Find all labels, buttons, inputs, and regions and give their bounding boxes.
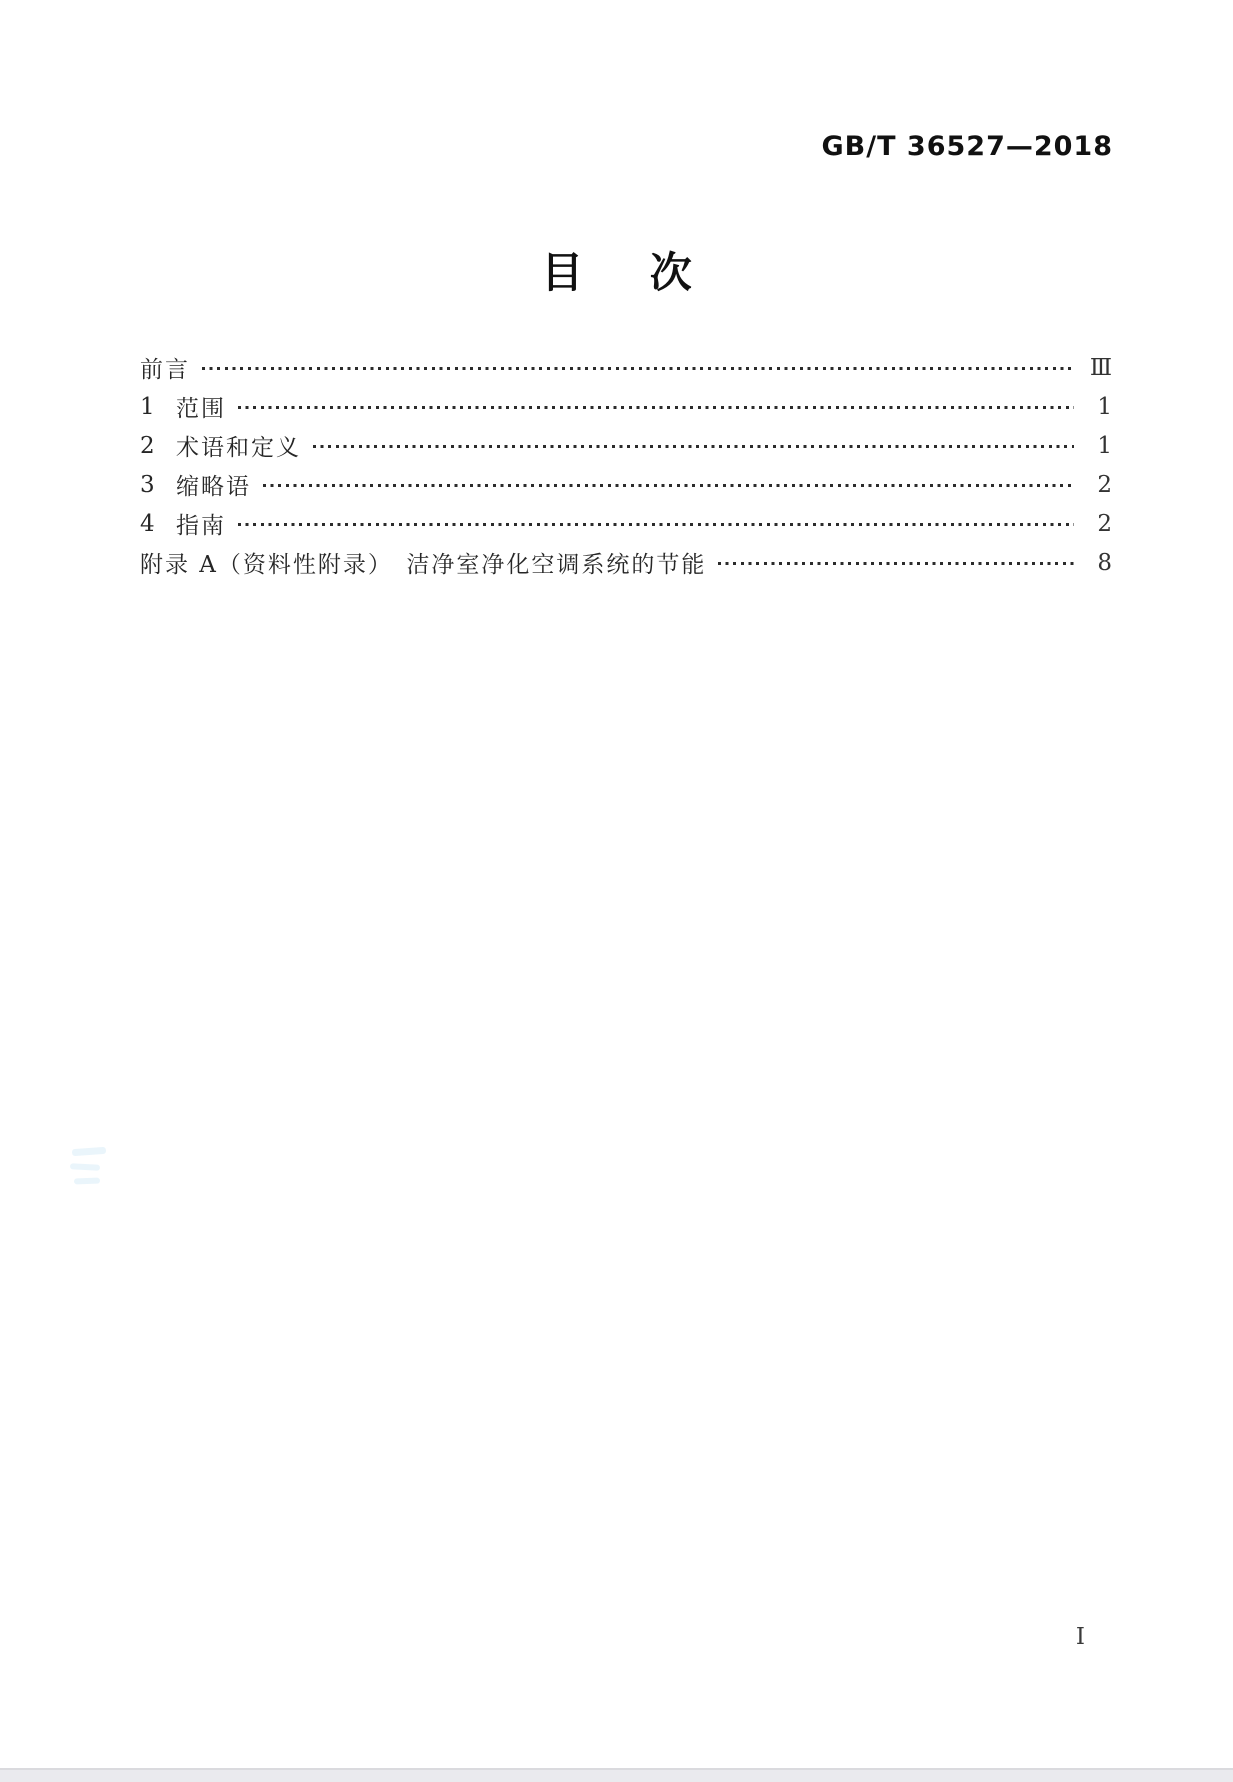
page-title: 目 次 xyxy=(541,248,692,297)
toc-list xyxy=(140,348,1112,582)
toc-entry-page: Ⅲ xyxy=(1089,354,1112,381)
toc-entry-number: 4 xyxy=(140,510,155,537)
toc-dot-leader xyxy=(238,406,1074,409)
footer-page-number: Ⅰ xyxy=(1075,1624,1085,1650)
toc-entry-number: 3 xyxy=(140,471,155,498)
toc-entry xyxy=(140,426,1112,465)
toc-entry-label: 术语和定义 xyxy=(176,435,301,461)
scan-artifact xyxy=(72,1147,106,1156)
toc-entry-page: 1 xyxy=(1097,393,1112,420)
toc-entry-page: 2 xyxy=(1097,510,1112,537)
standard-code: GB/T 36527—2018 xyxy=(821,131,1113,162)
scan-artifact xyxy=(74,1178,100,1185)
toc-entry-label: 范围 xyxy=(176,396,226,422)
toc-entry-page: 2 xyxy=(1097,471,1112,498)
scan-artifact xyxy=(70,1163,100,1171)
toc-entry-page: 1 xyxy=(1097,432,1112,459)
toc-entry-label: 缩略语 xyxy=(176,474,251,500)
scan-edge-band xyxy=(0,1768,1233,1782)
toc-dot-leader xyxy=(202,367,1074,370)
toc-entry-label: 指南 xyxy=(176,513,226,539)
toc-entry-number: 2 xyxy=(140,432,155,459)
toc-entry-label: 前言 xyxy=(140,357,190,383)
toc-dot-leader xyxy=(263,484,1074,487)
toc-dot-leader xyxy=(718,562,1074,565)
toc-dot-leader xyxy=(313,445,1074,448)
toc-entry-number: 1 xyxy=(140,393,155,420)
toc-dot-leader xyxy=(238,523,1074,526)
toc-entry xyxy=(140,465,1112,504)
toc-entry xyxy=(140,348,1112,387)
toc-entry xyxy=(140,543,1112,582)
toc-entry xyxy=(140,387,1112,426)
toc-entry-page: 8 xyxy=(1097,549,1112,576)
toc-entry xyxy=(140,504,1112,543)
toc-entry-label: 附录 A（资料性附录） 洁净室净化空调系统的节能 xyxy=(140,552,707,578)
